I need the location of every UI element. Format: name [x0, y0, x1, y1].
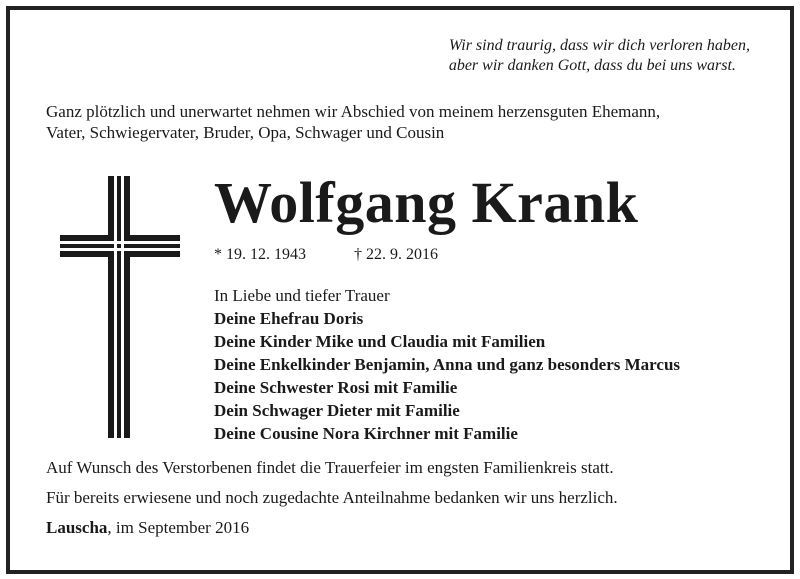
intro-line-2: Vater, Schwiegervater, Bruder, Opa, Schwager und Cousin — [46, 123, 445, 142]
birth-date: * 19. 12. 1943 — [214, 246, 306, 263]
mourner-item: Deine Cousine Nora Kirchner mit Familie — [214, 424, 518, 443]
intro-line-1: Ganz plötzlich und unerwartet nehmen wir Abschied von meinem herzensguten Ehemann, — [46, 102, 661, 121]
quote — [449, 36, 750, 76]
mourner-item: Dein Schwager Dieter mit Familie — [214, 401, 460, 420]
closing-line-1: Auf Wunsch des Verstorbenen findet die Trauerfeier im engsten Familienkreis statt. — [46, 458, 614, 477]
quote-line-1: Wir sind traurig, dass wir dich verloren haben, — [448, 37, 750, 54]
place-name: Lauscha — [46, 518, 108, 537]
closing-line-2: Für bereits erwiesene und noch zugedachte Anteilnahme bedanken wir uns herzlich. — [46, 488, 618, 507]
mourner-item: Deine Schwester Rosi mit Familie — [214, 378, 458, 397]
deceased-name: Wolfgang Krank — [214, 170, 639, 235]
closing-date: , im September 2016 — [107, 518, 250, 537]
place-and-date — [46, 517, 249, 539]
life-dates — [214, 245, 438, 265]
cross-icon — [60, 176, 180, 438]
quote-line-2: aber wir danken Gott, dass du bei uns warst. — [448, 57, 736, 74]
mourner-item: Deine Kinder Mike und Claudia mit Familien — [214, 332, 546, 351]
mourner-item: Deine Ehefrau Doris — [214, 309, 364, 328]
mourner-item: Deine Enkelkinder Benjamin, Anna und ganz besonders Marcus — [214, 355, 681, 374]
mourning-heading: In Liebe und tiefer Trauer — [214, 286, 390, 305]
death-date: † 22. 9. 2016 — [354, 246, 438, 263]
mourners-list — [214, 307, 680, 445]
intro-text — [46, 101, 660, 143]
